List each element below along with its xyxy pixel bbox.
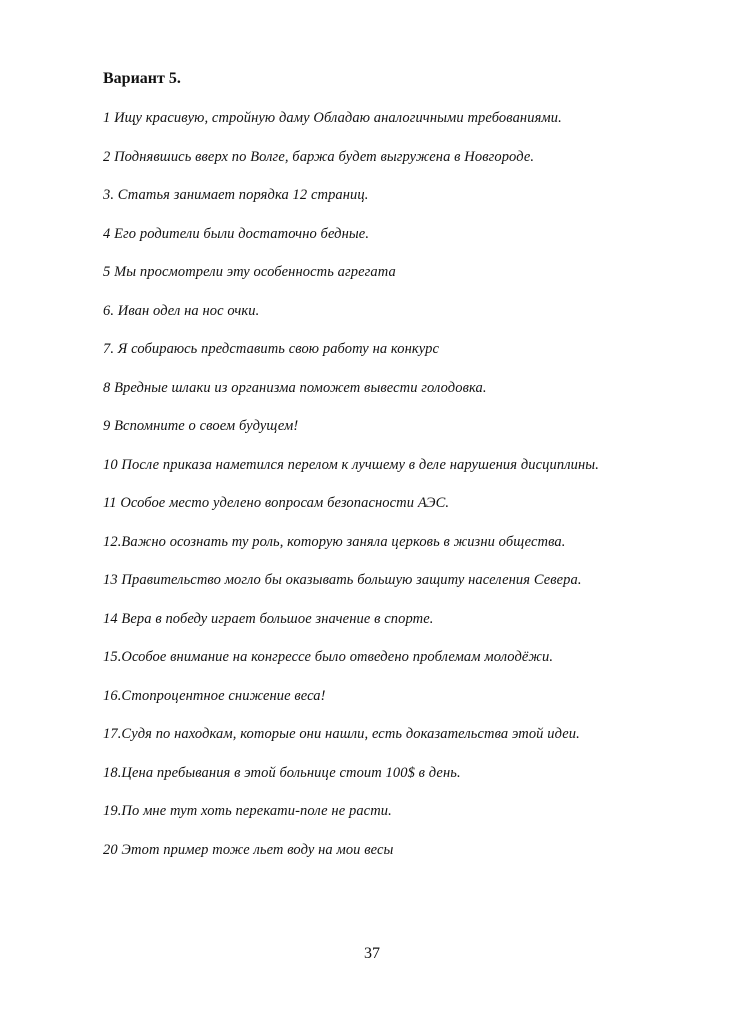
sentence-14: 14 Вера в победу играет большое значение в спорте. bbox=[103, 611, 434, 627]
sentence-18: 18.Цена пребывания в этой больнице стоит 100$ в день. bbox=[103, 765, 461, 781]
sentence-7: 7. Я собираюсь представить свою работу на конкурс bbox=[103, 341, 440, 357]
sentence-20: 20 Этот пример тоже льет воду на мои весы bbox=[103, 842, 394, 858]
sentence-3: 3. Статья занимает порядка 12 страниц. bbox=[103, 187, 369, 203]
sentence-15: 15.Особое внимание на конгрессе было отведено проблемам молодёжи. bbox=[103, 649, 554, 665]
page-number: 37 bbox=[364, 945, 380, 962]
variant-heading: Вариант 5. bbox=[103, 70, 181, 87]
sentence-8: 8 Вредные шлаки из организма поможет вывести голодовка. bbox=[103, 380, 487, 396]
sentence-4: 4 Его родители были достаточно бедные. bbox=[103, 226, 370, 242]
sentence-16: 16.Стопроцентное снижение веса! bbox=[103, 688, 326, 704]
sentence-19: 19.По мне тут хоть перекати-поле не расти. bbox=[103, 803, 392, 819]
sentence-2: 2 Поднявшись вверх по Волге, баржа будет выгружена в Новгороде. bbox=[103, 149, 535, 165]
sentence-1: 1 Ищу красивую, стройную даму Обладаю аналогичными требованиями. bbox=[103, 110, 562, 126]
sentence-13: 13 Правительство могло бы оказывать большую защиту населения Севера. bbox=[103, 572, 582, 588]
sentence-12: 12.Важно осознать ту роль, которую заняла церковь в жизни общества. bbox=[103, 534, 566, 550]
sentence-17: 17.Судя по находкам, которые они нашли, есть доказательства этой идеи. bbox=[103, 726, 580, 742]
sentence-5: 5 Мы просмотрели эту особенность агрегата bbox=[103, 264, 396, 280]
sentence-9: 9 Вспомните о своем будущем! bbox=[103, 418, 299, 434]
sentence-11: 11 Особое место уделено вопросам безопасности АЭС. bbox=[103, 495, 450, 511]
sentence-6: 6. Иван одел на нос очки. bbox=[103, 303, 260, 319]
sentence-10: 10 После приказа наметился перелом к лучшему в деле нарушения дисциплины. bbox=[103, 457, 599, 473]
